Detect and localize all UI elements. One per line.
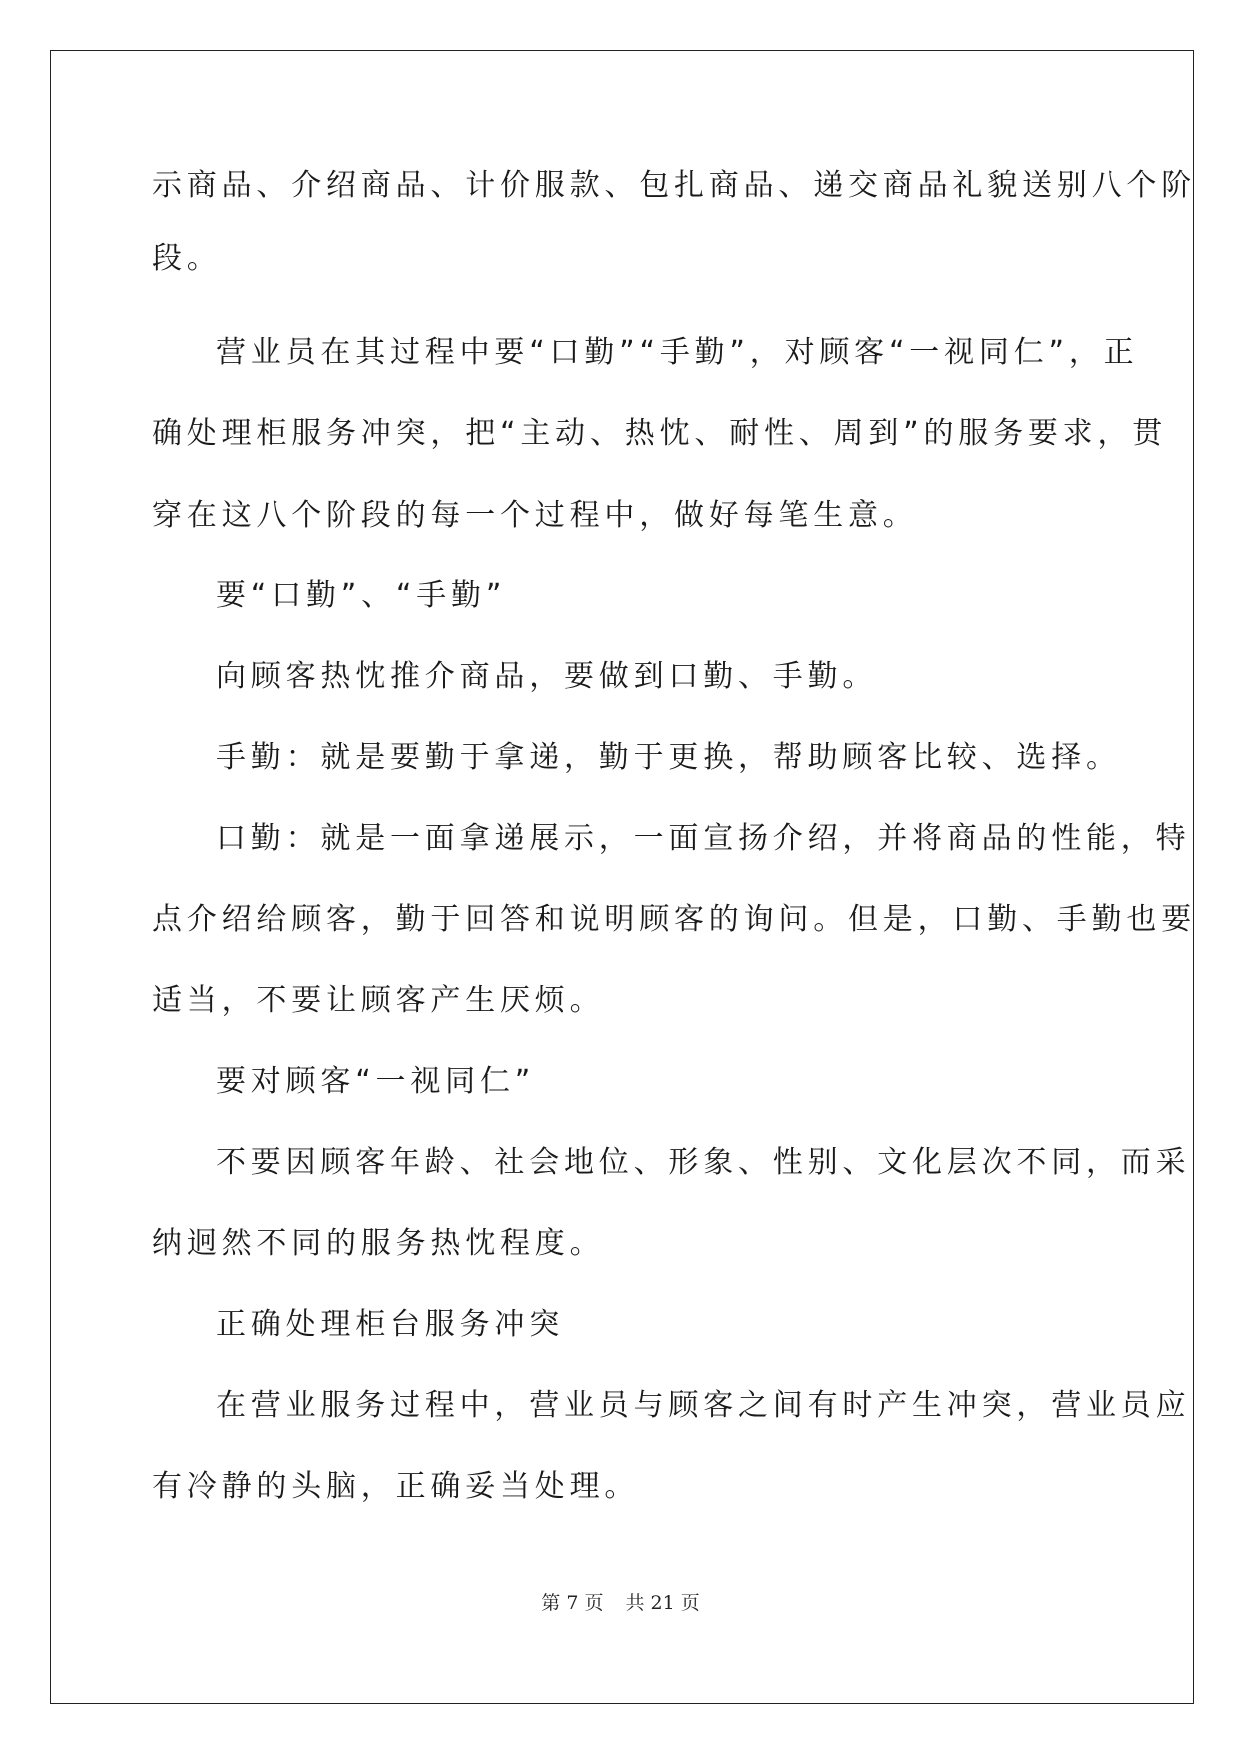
text-line: 适当，不要让顾客产生厌烦。 bbox=[152, 983, 605, 1018]
text-line: 穿在这八个阶段的每一个过程中，做好每笔生意。 bbox=[152, 498, 918, 533]
text-line: 段。 bbox=[152, 241, 222, 276]
text-line: 纳迥然不同的服务热忱程度。 bbox=[152, 1226, 605, 1261]
text-line: 向顾客热忱推介商品，要做到口勤、手勤。 bbox=[216, 659, 878, 694]
section-heading: 要“口勤”、“手勤” bbox=[216, 578, 507, 613]
section-heading: 正确处理柜台服务冲突 bbox=[216, 1307, 564, 1342]
text-line: 确处理柜服务冲突，把“主动、热忱、耐性、周到”的服务要求，贯 bbox=[152, 416, 1168, 451]
page-number: 第 7 页 bbox=[541, 1592, 604, 1614]
text-line: 营业员在其过程中要“口勤”“手勤”，对顾客“一视同仁”，正 bbox=[216, 335, 1139, 370]
page-total: 共 21 页 bbox=[625, 1592, 700, 1614]
page-frame bbox=[50, 50, 1194, 1704]
text-line: 点介绍给顾客，勤于回答和说明顾客的询问。但是，口勤、手勤也要 bbox=[152, 902, 1196, 937]
text-line: 不要因顾客年龄、社会地位、形象、性别、文化层次不同，而采 bbox=[216, 1145, 1191, 1180]
text-line: 在营业服务过程中，营业员与顾客之间有时产生冲突，营业员应 bbox=[216, 1388, 1191, 1423]
text-line: 有冷静的头脑，正确妥当处理。 bbox=[152, 1469, 640, 1504]
section-heading: 要对顾客“一视同仁” bbox=[216, 1064, 536, 1099]
text-line: 口勤：就是一面拿递展示，一面宣扬介绍，并将商品的性能，特 bbox=[216, 821, 1191, 856]
text-line: 示商品、介绍商品、计价服款、包扎商品、递交商品礼貌送别八个阶 bbox=[152, 168, 1196, 203]
page-footer bbox=[0, 1588, 1241, 1615]
text-line: 手勤：就是要勤于拿递，勤于更换，帮助顾客比较、选择。 bbox=[216, 740, 1121, 775]
